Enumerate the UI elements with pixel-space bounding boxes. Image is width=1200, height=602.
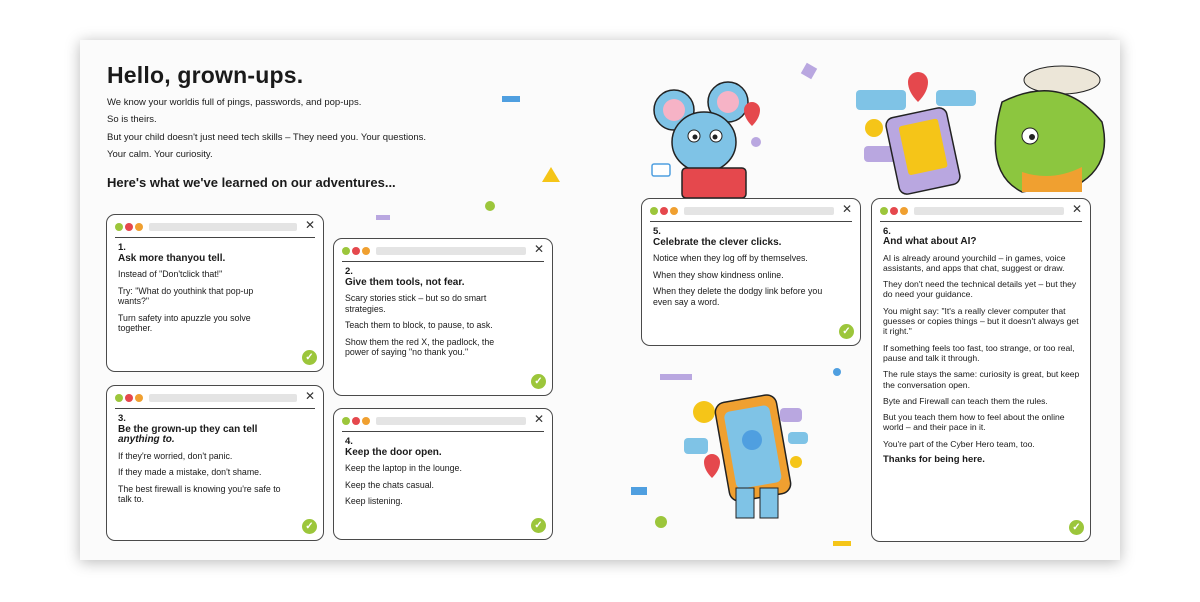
tip-card-2 <box>333 238 553 396</box>
tip-text: The rule stays the same: curiosity is great, but keep the conversation open. <box>883 369 1080 390</box>
tip-text: AI is already around yourchild – in games, voice assistants, and apps that chat, suggest or draw. <box>883 252 1066 273</box>
card-content <box>118 414 313 511</box>
card-content <box>118 243 313 340</box>
tip-number: 5. <box>653 226 661 237</box>
check-icon: ✓ <box>839 324 854 339</box>
address-bar <box>376 247 526 255</box>
green-dot-icon <box>342 417 350 425</box>
tip-title: Ask more thanyou tell. <box>118 252 226 264</box>
confetti-triangle <box>542 167 560 182</box>
orange-dot-icon <box>362 417 370 425</box>
tip-text: Teach them to block, to pause, to ask. <box>345 320 493 330</box>
orange-dot-icon <box>135 223 143 231</box>
close-icon: ✕ <box>304 218 315 232</box>
red-dot-icon <box>890 207 898 215</box>
check-icon: ✓ <box>302 350 317 365</box>
mouse-with-laptop-illustration <box>636 72 776 198</box>
page-title: Hello, grown-ups. <box>107 62 304 88</box>
red-dot-icon <box>352 247 360 255</box>
tip-text: Byte and Firewall can teach them the rules. <box>883 395 1048 406</box>
red-dot-icon <box>352 417 360 425</box>
card-content <box>883 227 1080 471</box>
red-dot-icon <box>125 394 133 402</box>
card-content <box>345 437 542 513</box>
confetti-bar <box>502 96 520 102</box>
confetti-bar <box>631 487 647 495</box>
divider <box>342 261 544 262</box>
close-icon: ✕ <box>1071 202 1082 216</box>
tip-title: Be the grown-up they can tell <box>118 423 258 435</box>
tip-title: And what about AI? <box>883 236 977 248</box>
confetti-bar <box>376 215 390 220</box>
check-icon: ✓ <box>1069 520 1084 535</box>
card-content <box>653 227 850 313</box>
tip-text: If they made a mistake, don't shame. <box>118 467 262 477</box>
tip-card-3 <box>106 385 324 541</box>
green-dot-icon <box>650 207 658 215</box>
browser-bar <box>880 202 1082 217</box>
confetti-bar <box>660 374 692 380</box>
green-dot-icon <box>880 207 888 215</box>
tip-text: If they're worried, don't panic. <box>118 450 233 461</box>
card-content <box>345 267 542 364</box>
orange-dot-icon <box>670 207 678 215</box>
tip-text: Instead of "Don'tclick that!" <box>118 269 223 279</box>
tip-text: Keep listening. <box>345 496 403 506</box>
divider <box>342 431 544 432</box>
tip-text: Scary stories stick – but so do smart strategies. <box>345 293 487 314</box>
check-icon: ✓ <box>531 374 546 389</box>
tip-text: The best firewall is knowing you're safe to talk to. <box>118 483 281 504</box>
tip-number: 2. <box>345 266 353 277</box>
intro-line-3-text: But your child doesn't just need tech skills – They need you. Your questions. <box>107 132 427 143</box>
tip-title: Give them tools, not fear. <box>345 276 465 288</box>
address-bar <box>376 417 526 425</box>
tip-title: Keep the door open. <box>345 446 442 458</box>
tip-text: You're part of the Cyber Hero team, too. <box>883 438 1035 449</box>
red-dot-icon <box>660 207 668 215</box>
tip-title-continued: anything to. <box>118 434 175 445</box>
close-icon: ✕ <box>533 242 544 256</box>
confetti-dot <box>485 201 495 211</box>
divider <box>880 221 1082 222</box>
tip-text: If something feels too fast, too strange, or too real, pause and talk it through. <box>883 342 1075 363</box>
tip-text: Notice when they log off by themselves. <box>653 253 808 263</box>
check-icon: ✓ <box>531 518 546 533</box>
address-bar <box>684 207 834 215</box>
browser-bar <box>650 202 852 217</box>
tip-card-5 <box>641 198 861 346</box>
address-bar <box>914 207 1064 215</box>
tip-number: 1. <box>118 242 126 253</box>
confetti-bar <box>833 541 851 546</box>
tip-title: Celebrate the clever clicks. <box>653 236 782 248</box>
intro-line-2: So is theirs. <box>107 114 157 125</box>
intro-line-4: Your calm. Your curiosity. <box>107 149 213 160</box>
browser-bar <box>342 412 544 427</box>
tip-text: Turn safety into apuzzle you solve together. <box>118 312 251 333</box>
close-icon: ✕ <box>533 412 544 426</box>
section-subheading: Here's what we've learned on our adventures... <box>107 175 396 190</box>
confetti-dot <box>655 516 667 528</box>
green-dot-icon <box>115 223 123 231</box>
green-dot-icon <box>342 247 350 255</box>
close-icon: ✕ <box>304 389 315 403</box>
orange-dot-icon <box>362 247 370 255</box>
red-dot-icon <box>125 223 133 231</box>
tip-text: Try: "What do youthink that pop-up wants?" <box>118 285 254 306</box>
dragon-with-tablet-illustration <box>852 62 1112 198</box>
tip-number: 6. <box>883 226 891 237</box>
browser-bar <box>115 389 315 404</box>
divider <box>115 237 315 238</box>
tip-text: Show them the red X, the padlock, the power of saying "no thank you." <box>345 336 495 357</box>
divider <box>650 221 852 222</box>
intro-line-1: We know your worldis full of pings, passwords, and pop-ups. <box>107 97 362 108</box>
tip-card-4 <box>333 408 553 540</box>
tip-text: Keep the chats casual. <box>345 479 435 490</box>
child-with-phone-illustration <box>676 384 826 524</box>
address-bar <box>149 394 297 402</box>
address-bar <box>149 223 297 231</box>
tip-card-6 <box>871 198 1091 542</box>
close-icon: ✕ <box>841 202 852 216</box>
intro-line-3 <box>107 132 426 144</box>
orange-dot-icon <box>135 394 143 402</box>
tip-text: They don't need the technical details yet – but they do need your guidance. <box>883 279 1077 300</box>
tip-text: Keep the laptop in the lounge. <box>345 463 462 473</box>
browser-bar <box>342 242 544 257</box>
closing-line: Thanks for being here. <box>883 454 985 466</box>
tip-text: But you teach them how to feel about the online world – and their pace in it. <box>883 412 1065 433</box>
tip-number: 3. <box>118 413 126 424</box>
tip-number: 4. <box>345 436 353 447</box>
tip-text: When they delete the dodgy link before you even say a word. <box>653 286 823 307</box>
tip-text: When they show kindness online. <box>653 269 784 280</box>
browser-bar <box>115 218 315 233</box>
green-dot-icon <box>115 394 123 402</box>
check-icon: ✓ <box>302 519 317 534</box>
tip-text: You might say: "It's a really clever computer that guesses or copies things – but it doesn't always get it right." <box>883 305 1079 337</box>
confetti-dot <box>833 368 841 376</box>
orange-dot-icon <box>900 207 908 215</box>
tip-card-1 <box>106 214 324 372</box>
divider <box>115 408 315 409</box>
